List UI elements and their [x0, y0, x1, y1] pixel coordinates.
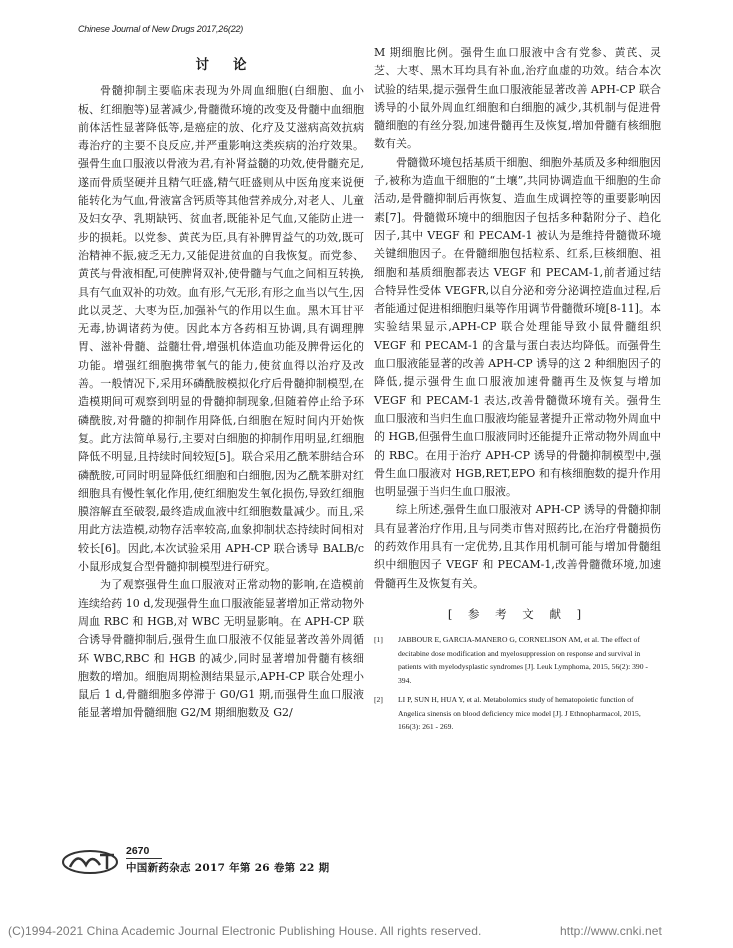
- reference-number: [1]: [374, 635, 383, 645]
- footer-divider: [126, 858, 162, 859]
- journal-logo-icon: [60, 847, 120, 875]
- page-number: 2670: [126, 845, 150, 857]
- journal-issue-line: 中国新药杂志 2017 年第 26 卷第 22 期: [126, 862, 330, 874]
- body-paragraph: 综上所述,强骨生血口服液对 APH-CP 诱导的骨髓抑制具有显著治疗作用,且与同类市售对照药比,在治疗骨髓损伤的药效作用具有一定优势,且其作用机制可能与增加骨髓组织中细胞因子 VEGF 和 PECAM-1,改善骨髓微环境,加速骨髓再生及恢复有关。: [374, 503, 661, 590]
- right-column: [374, 44, 661, 740]
- left-column: [78, 48, 364, 723]
- reference-number: [2]: [374, 695, 383, 705]
- section-title: 讨论: [195, 57, 271, 73]
- website-link[interactable]: http://www.cnki.net: [560, 924, 662, 938]
- running-header: Chinese Journal of New Drugs 2017,26(22): [78, 24, 244, 34]
- body-paragraph: M 期细胞比例。强骨生血口服液中含有党参、黄芪、灵芝、大枣、黑木耳均具有补血,治疗血虚的功效。结合本次试验的结果,提示强骨生血口服液能显著改善 APH-CP 联合诱导的小鼠外周血红细胞和白细胞的减少,其机制与促进骨髓细胞的有丝分裂,加速骨髓再生及恢复,增加骨髓有核细胞数有关。: [374, 46, 661, 151]
- references-title: [ 参 考 文 献 ]: [447, 606, 588, 621]
- reference-text: JABBOUR E, GARCIA-MANERO G, CORNELISON AM, et al. The effect of decitabine dose modification and myelosuppression on response and survival in patients with myelodysplastic syndromes [J]. Leuk Lymphoma, 2015, 56(2): 390 - 394.: [398, 635, 648, 685]
- body-paragraph: 骨髓抑制主要临床表现为外周血细胞(白细胞、血小板、红细胞等)显著减少,骨髓微环境的改变及骨髓中血细胞前体活性显著降低等,是癌症的放、化疗及艾滋病高效抗病毒治疗的主要不良反应,并严重影响这类疾病的治疗效果。强骨生血口服液以骨液为君,有补肾益髓的功效,使骨髓充足,遂而骨质坚硬并且精气旺盛,精气旺盛则从中医角度来说便能转化为气血,骨液富含钙质等其他营养成分,对老人、儿童及妇女孕、乳期缺钙、贫血者,既能补足气血,又能防止进一步的损耗。以党参、黄芪为臣,具有补脾胃益气的功效,既可治精神不振,疲乏无力,又能促进贫血的自我恢复。而党参、黄芪与骨液相配,可使脾肾双补,使骨髓与气血之间相互转换,具有气血双补的功效。血有形,气无形,有形之血当以气生,因此以灵芝、大枣为臣,加强补气的作用以生血。黑木耳甘平无毒,协调诸药为使。因此本方各药相互协调,具有调理脾胃、滋补骨髓、益髓壮骨,增强机体造血功能及脾骨运化的功能。增强红细胞携带氧气的能力,使贫血得以治疗及改善。一般情况下,采用环磷酰胺模拟化疗后骨髓抑制模型,在造模期间可观察到明显的骨髓抑制现象,但随着停止给予环磷酰胺,对骨髓的抑制作用降低,白细胞在短时间内开始恢复。此方法简单易行,主要对白细胞的抑制作用明显,红细胞降低不明显,且持续时间较短[5]。联合采用乙酰苯肼结合环磷酰胺,可同时明显降低红细胞和白细胞,因为乙酰苯肼对红细胞具有慢性氧化作用,使红细胞发生氧化损伤,导致红细胞膜溶解直至破裂,最终造成血液中红细胞数量减少。而且,采用此方法造模,动物存活率较高,血象抑制状态持续时间相对较长[6]。因此,本次试验采用 APH-CP 联合诱导 BALB/c 小鼠形成复合型骨髓抑制模型进行研究。: [78, 84, 364, 574]
- copyright-text: (C)1994-2021 China Academic Journal Electronic Publishing House. All rights reserved.: [8, 924, 482, 938]
- reference-text: LI P, SUN H, HUA Y, et al. Metabolomics study of hematopoietic function of Angelica sinensis on blood deficiency mice model [J]. J Ethnopharmacol, 2015, 166(3): 261 - 269.: [398, 695, 641, 732]
- body-paragraph: 为了观察强骨生血口服液对正常动物的影响,在造模前连续给药 10 d,发现强骨生血口服液能显著增加正常动物外周血 RBC 和 HGB,对 WBC 无明显影响。在 APH-CP 联合诱导骨髓抑制后,强骨生血口服液不仅能显著改善外周循环 WBC,RBC 和 HGB 的减少,同时显著增加骨髓有核细胞数的增加。细胞周期检测结果显示,APH-CP 联合处理小鼠后 1 d,骨髓细胞多停滞于 G0/G1 期,而强骨生血口服液能显著增加骨髓细胞 G2/M 期细胞数及 G2/: [78, 578, 364, 720]
- reference-item: [374, 633, 661, 687]
- reference-item: [374, 693, 661, 734]
- body-paragraph: 骨髓微环境包括基质干细胞、细胞外基质及多种细胞因子,被称为造血干细胞的“土壤”,共同协调造血干细胞的生命活动,是骨髓抑制后再恢复、造血生成调控等的重要影响因素[7]。骨髓微环境中的细胞因子包括多种黏附分子、趋化因子,其中 VEGF 和 PECAM-1 被认为是维持骨髓微环境关键细胞因子。在骨髓细胞包括粒系、红系,巨核细胞、祖细胞和基质细胞都表达 VEGF 和 PECAM-1,前者通过结合特异性受体 VEGFR,以自分泌和旁分泌调控造血过程,后者能通过促进相细胞归巢等作用调节骨髓微环境[8-11]。本实验结果显示,APH-CP 联合处理能导致小鼠骨髓组织 VEGF 和 PECAM-1 的含量与蛋白表达均降低。而强骨生血口服液能显著的改善 APH-CP 诱导的这 2 种细胞因子的降低,提示强骨生血口服液加速骨髓再生及恢复与增加 VEGF 和 PECAM-1 表达,改善骨髓微环境有关。强骨生血口服液和当归生血口服液均能显著提升正常动物外周血中的 HGB,但强骨生血口服液同时还能提升正常动物外周血中的 RBC。在用于治疗 APH-CP 诱导的骨髓抑制模型中,强骨生血口服液对 HGB,RET,EPO 和有核细胞数的提升作用也明显强于当归生血口服液。: [374, 155, 661, 499]
